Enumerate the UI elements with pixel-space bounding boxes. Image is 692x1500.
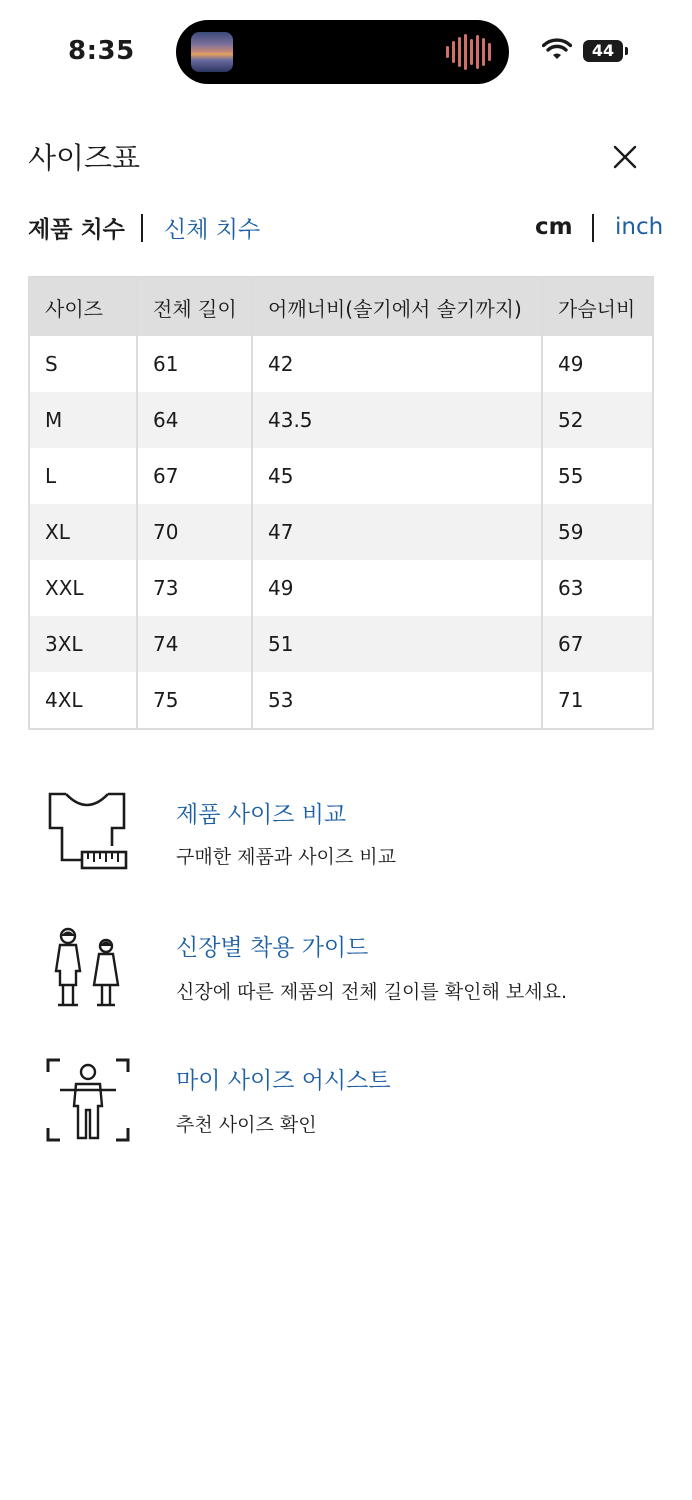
tab-body-size[interactable]: 신체 치수 [164,217,261,243]
table-cell: M [29,392,137,448]
table-cell: 52 [558,408,584,432]
tab-divider [141,214,143,242]
table-cell: 47 [252,504,542,560]
feature-title: 제품 사이즈 비교 [176,802,347,828]
people-height-icon [50,927,126,1009]
unit-inch-toggle[interactable]: inch [615,214,664,240]
tshirt-ruler-icon [44,790,130,874]
table-cell: 59 [558,520,584,544]
my-size-assist-link[interactable] [0,1058,692,1158]
page-title: 사이즈표 [28,141,141,175]
table-cell: XXL [29,560,137,616]
table-cell: 63 [558,576,584,600]
table-cell: 70 [137,504,252,560]
table-cell: S [29,336,137,392]
table-cell: 49 [558,352,584,376]
column-header: 전체 길이 [137,277,252,336]
feature-description: 구매한 제품과 사이즈 비교 [176,846,397,868]
size-table [28,276,654,730]
column-header: 가슴너비 [542,277,653,336]
dynamic-island[interactable] [176,20,509,84]
status-bar [0,0,692,100]
table-cell: XL [29,504,137,560]
audio-waveform-icon [446,34,491,70]
table-cell: 67 [558,632,584,656]
compare-product-size-link[interactable] [0,790,692,890]
column-header: 어깨너비(솔기에서 솔기까지) [252,277,542,336]
unit-cm-toggle[interactable]: cm [535,214,573,240]
table-cell: 71 [558,688,584,712]
table-cell: 55 [558,464,584,488]
tab-product-size[interactable]: 제품 치수 [28,217,125,243]
table-cell: 73 [137,560,252,616]
table-cell: 4XL [29,672,137,729]
feature-description: 추천 사이즈 확인 [176,1114,317,1136]
battery-indicator: 44 [583,40,623,62]
table-cell: 42 [252,336,542,392]
table-cell: 45 [252,448,542,504]
column-header: 사이즈 [29,277,137,336]
table-row [29,672,653,729]
table-cell: 43.5 [252,392,542,448]
unit-divider [592,214,594,242]
status-time: 8:35 [68,36,135,66]
table-header-row [29,277,653,336]
feature-description: 신장에 따른 제품의 전체 길이를 확인해 보세요. [176,981,568,1003]
table-row [29,392,653,448]
close-icon[interactable] [608,140,642,174]
height-fit-guide-link[interactable] [0,925,692,1025]
table-cell: 53 [252,672,542,729]
table-cell: L [29,448,137,504]
wifi-icon [542,38,572,62]
table-cell: 74 [137,616,252,672]
table-cell: 64 [137,392,252,448]
table-row [29,616,653,672]
table-row [29,560,653,616]
album-art-thumbnail [191,32,233,72]
table-cell: 75 [137,672,252,729]
feature-title: 신장별 착용 가이드 [176,935,369,961]
table-row [29,336,653,392]
table-cell: 67 [137,448,252,504]
feature-title: 마이 사이즈 어시스트 [176,1068,391,1094]
table-row [29,504,653,560]
body-scan-icon [46,1058,130,1142]
table-cell: 3XL [29,616,137,672]
table-cell: 51 [252,616,542,672]
table-cell: 61 [137,336,252,392]
table-row [29,448,653,504]
table-cell: 49 [252,560,542,616]
